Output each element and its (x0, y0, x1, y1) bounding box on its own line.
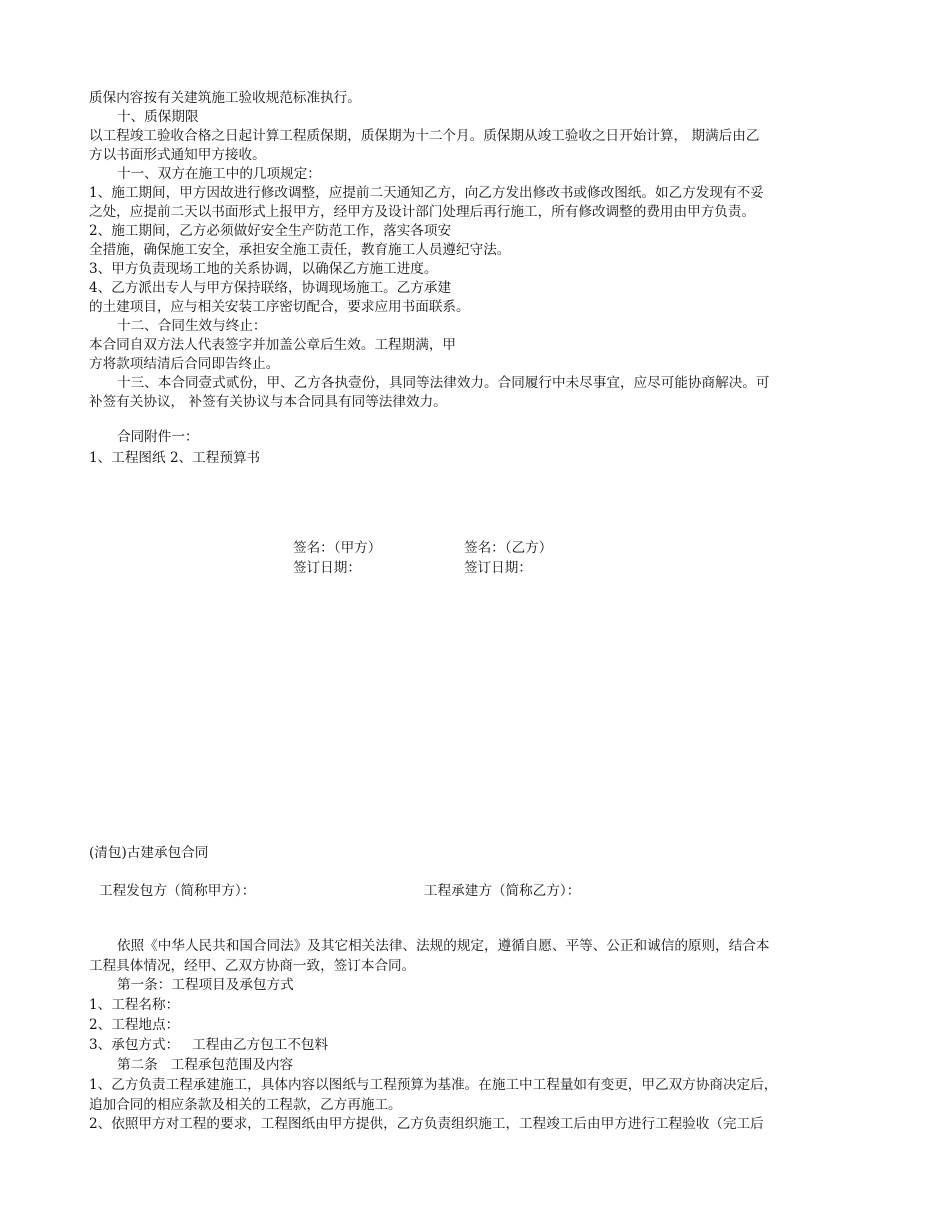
text-line: 方将款项结清后合同即告终止。 (89, 356, 280, 372)
text-line: 1、乙方负责工程承建施工，具体内容以图纸与工程预算为基准。在施工中工程量如有变更，甲乙双方协商决定后， (89, 1077, 778, 1093)
text-line: 全措施，确保施工安全，承担安全施工责任，教育施工人员遵纪守法。 (89, 242, 511, 258)
text-line: 以工程竣工验收合格之日起计算工程质保期，质保期为十二个月。质保期从竣工验收之日开始计算， 期满后由乙 (89, 128, 760, 144)
text-line: 3、甲方负责现场工地的关系协调，以确保乙方施工进度。 (89, 261, 438, 277)
party-a-signature-label: 签名：（甲方） (293, 540, 382, 556)
text-line: 之处，应提前二天以书面形式上报甲方，经甲方及设计部门处理后再行施工，所有修改调整的费用由甲方负责。 (89, 204, 756, 220)
section-heading: 第一条：工程项目及承包方式 (117, 977, 294, 993)
text-line: 方以书面形式通知甲方接收。 (89, 147, 266, 163)
text-line: 本合同自双方法人代表签字并加盖公章后生效。工程期满，甲 (89, 337, 457, 353)
party-a-date-label: 签订日期： (293, 560, 361, 576)
party-b-field-label: 工程承建方（简称乙方）： (424, 883, 581, 899)
text-line: 质保内容按有关建筑施工验收规范标准执行。 (89, 90, 361, 106)
text-line: 补签有关协议， 补签有关协议与本合同具有同等法律效力。 (89, 394, 447, 410)
attachment-heading: 合同附件一： (117, 429, 199, 445)
attachment-list: 1、工程图纸 2、工程预算书 (89, 450, 261, 466)
party-b-date-label: 签订日期： (464, 560, 532, 576)
text-line: 3、承包方式： 工程由乙方包工不包料 (89, 1037, 329, 1053)
text-line: 2、工程地点： (89, 1017, 180, 1033)
party-b-signature-label: 签名：（乙方） (464, 540, 553, 556)
section-heading: 第二条 工程承包范围及内容 (117, 1057, 294, 1073)
text-line: 2、依照甲方对工程的要求，工程图纸由甲方提供，乙方负责组织施工，工程竣工后由甲方进行工程验收（完工后 (89, 1116, 764, 1132)
text-line: 1、施工期间，甲方因故进行修改调整，应提前二天通知乙方，向乙方发出修改书或修改图纸。如乙方发现有不妥 (89, 185, 764, 201)
text-line: 追加合同的相应条款及相关的工程款，乙方再施工。 (89, 1097, 402, 1113)
text-line: 十三、本合同壹式贰份，甲、乙方各执壹份，具同等法律效力。合同履行中未尽事宜，应尽可能协商解决。可 (117, 375, 770, 391)
text-line: 的土建项目，应与相关安装工序密切配合，要求应用书面联系。 (89, 299, 470, 315)
text-line: 依照《中华人民共和国合同法》及其它相关法律、法规的规定，遵循自愿、平等、公正和诚信的原则，结合本 (117, 938, 770, 954)
section-heading: 十、质保期限 (117, 109, 199, 125)
text-line: 1、工程名称： (89, 997, 180, 1013)
text-line: 2、施工期间，乙方必须做好安全生产防范工作，落实各项安 (89, 223, 452, 239)
section-heading: 十二、合同生效与终止： (117, 318, 267, 334)
party-a-field-label: 工程发包方（简称甲方）： (99, 883, 256, 899)
text-line: 工程具体情况，经甲、乙双方协商一致，签订本合同。 (89, 958, 416, 974)
text-line: 4、乙方派出专人与甲方保持联络，协调现场施工。乙方承建 (89, 280, 452, 296)
section-heading: 十一、双方在施工中的几项规定： (117, 166, 321, 182)
contract-title: (清包)古建承包合同 (89, 845, 209, 861)
